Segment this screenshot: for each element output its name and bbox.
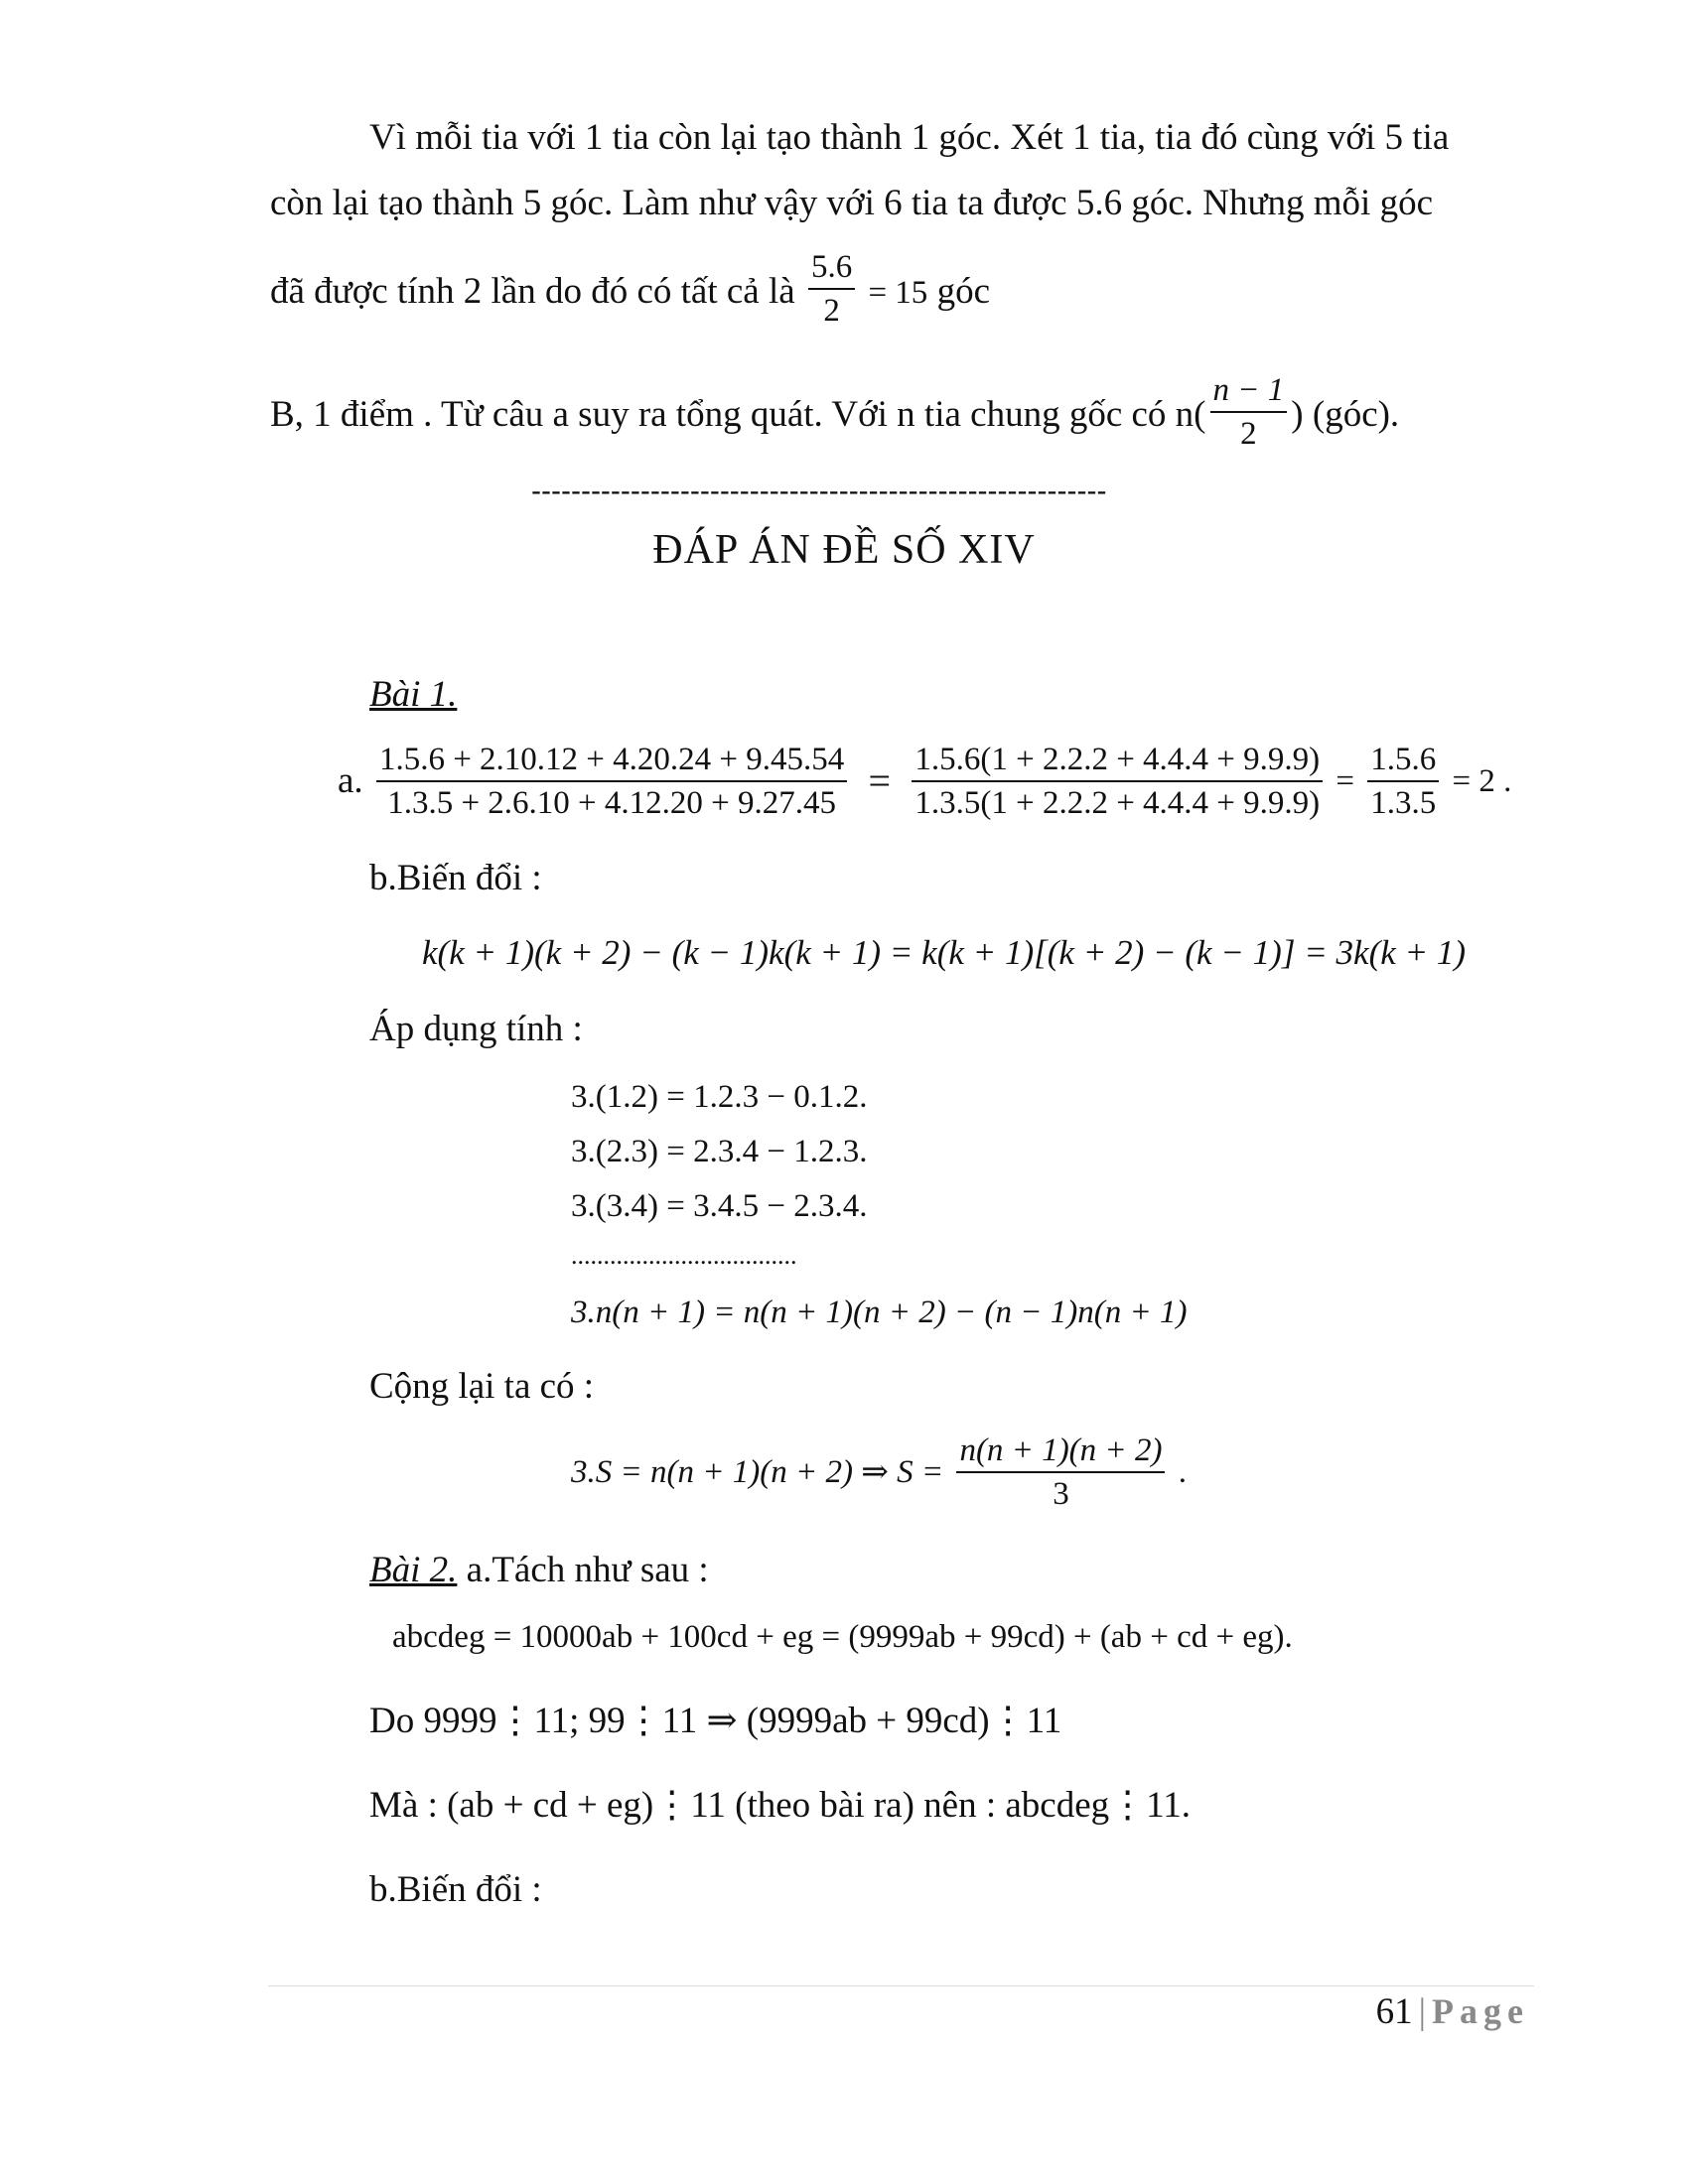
intro-line-4 <box>270 369 1399 455</box>
fraction-numerator: 1.5.6(1 + 2.2.2 + 4.4.4 + 9.9.9) <box>912 739 1323 782</box>
equals-sign: = <box>868 758 892 803</box>
intro-line-2: còn lại tạo thành 5 góc. Làm như vậy với 6 tia ta được 5.6 góc. Nhưng mỗi góc <box>270 183 1434 223</box>
intro-line-4-prefix: B, 1 điểm . Từ câu a suy ra tổng quát. Với n tia chung gốc có n( <box>270 394 1206 435</box>
bai2-a-intro: a.Tách như sau : <box>466 1550 709 1590</box>
fraction-numerator: n(n + 1)(n + 2) <box>956 1430 1165 1473</box>
bai2-do-line: Do 9999⋮11; 99⋮11 ⇒ (9999ab + 99cd)⋮11 <box>369 1701 1062 1741</box>
sum-lhs: 3.S = n(n + 1)(n + 2) ⇒ S = <box>571 1454 944 1490</box>
sum-equation <box>571 1430 1187 1529</box>
fraction-numerator: 5.6 <box>808 246 855 290</box>
step-3: 3.(3.4) = 3.4.5 − 2.3.4. <box>571 1188 868 1224</box>
bai1-title: Bài 1. <box>369 674 458 715</box>
fraction-denominator: 3 <box>1053 1476 1069 1512</box>
bai2-title: Bài 2. <box>369 1550 458 1590</box>
sum-label: Cộng lại ta có : <box>369 1366 595 1407</box>
footer-separator: | <box>1418 1991 1427 2032</box>
fraction-denominator: 1.3.5 <box>1370 785 1437 821</box>
intro-line-4-suffix: ) (góc). <box>1291 394 1400 435</box>
page-footer <box>1376 1990 1529 2033</box>
step-2: 3.(2.3) = 2.3.4 − 1.2.3. <box>571 1134 868 1169</box>
bai2-header <box>369 1549 709 1592</box>
bai1-a-result: = 2 . <box>1452 763 1512 799</box>
step-general: 3.n(n + 1) = n(n + 1)(n + 2) − (n − 1)n(n + 1) <box>571 1295 1188 1330</box>
bai1-b-identity: k(k + 1)(k + 2) − (k − 1)k(k + 1) = k(k + 1)[(k + 2) − (k − 1)] = 3k(k + 1) <box>422 933 1467 972</box>
fraction-a-2 <box>912 739 1323 824</box>
bai1-b-label: b.Biến đổi : <box>369 858 542 898</box>
fraction-a-3 <box>1367 739 1439 824</box>
equals-sign: = <box>1336 763 1355 799</box>
fraction-a-1 <box>376 739 847 824</box>
intro-line-3-suffix: góc <box>936 271 990 312</box>
step-ellipsis: ................................... <box>571 1241 797 1270</box>
step-1: 3.(1.2) = 1.2.3 − 0.1.2. <box>571 1079 868 1115</box>
sum-end: . <box>1178 1454 1187 1490</box>
fraction-numerator: n − 1 <box>1210 369 1288 413</box>
intro-line-3 <box>270 246 990 332</box>
equals-15: = 15 <box>868 275 928 311</box>
bai1-a-label: a. <box>338 760 363 801</box>
fraction-sum <box>956 1430 1165 1515</box>
section-heading: ĐÁP ÁN ĐỀ SỐ XIV <box>652 527 1036 573</box>
fraction-denominator: 2 <box>1240 416 1257 452</box>
intro-line-1: Vì mỗi tia với 1 tia còn lại tạo thành 1 góc. Xét 1 tia, tia đó cùng với 5 tia <box>369 117 1450 158</box>
intro-line-3-prefix: đã được tính 2 lần do đó có tất cả là <box>270 271 795 312</box>
footer-rule <box>268 1985 1534 1986</box>
fraction-n-minus-1-over-2 <box>1210 369 1288 455</box>
bai2-ma-line: Mà : (ab + cd + eg)⋮11 (theo bài ra) nên : abcdeg⋮11. <box>369 1785 1192 1826</box>
fraction-denominator: 1.3.5 + 2.6.10 + 4.12.20 + 9.27.45 <box>387 785 837 821</box>
fraction-numerator: 1.5.6 + 2.10.12 + 4.20.24 + 9.45.54 <box>376 739 847 782</box>
fraction-denominator: 1.3.5(1 + 2.2.2 + 4.4.4 + 9.9.9) <box>914 785 1321 821</box>
page-number: 61 <box>1375 1991 1413 2032</box>
section-separator: ---------------------------------------------------------- <box>531 475 1107 507</box>
page-word: Page <box>1432 1991 1529 2031</box>
fraction-5-6-over-2 <box>808 246 855 332</box>
bai2-split-line: abcdeg = 10000ab + 100cd + eg = (9999ab + 99cd) + (ab + cd + eg). <box>392 1619 1293 1655</box>
bai2-b-label: b.Biến đổi : <box>369 1869 542 1910</box>
bai1-a-equation <box>338 739 1511 838</box>
fraction-denominator: 2 <box>823 293 840 329</box>
fraction-numerator: 1.5.6 <box>1367 739 1439 782</box>
apply-label: Áp dụng tính : <box>369 1009 583 1049</box>
